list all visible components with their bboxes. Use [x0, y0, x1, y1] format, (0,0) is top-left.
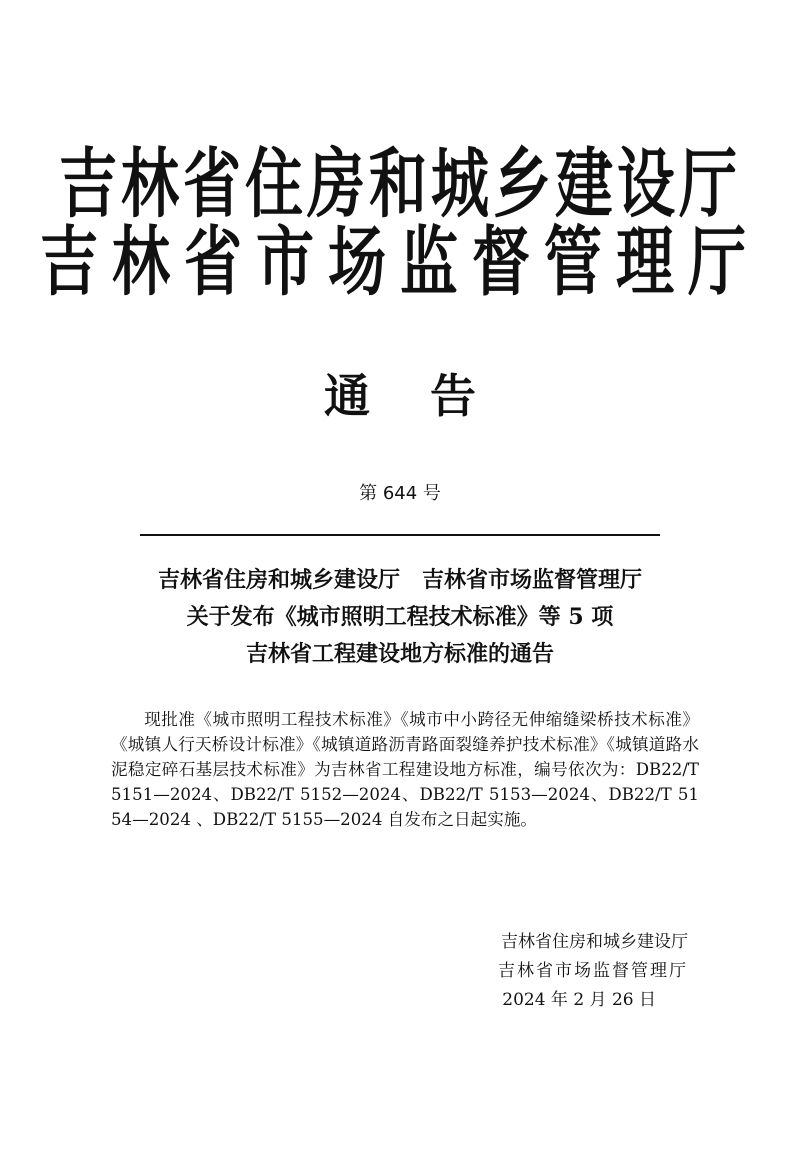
signature-date: 2024 年 2 月 26 日: [502, 990, 656, 1010]
header-divider: [140, 534, 660, 536]
signature-org-1: 吉林省住房和城乡建设厅: [501, 932, 688, 952]
notice-subject: [60, 562, 740, 673]
subject-line-2: 关于发布《城市照明工程技术标准》等 5 项: [186, 604, 614, 630]
notice-title: 通告: [324, 369, 536, 423]
notice-body-paragraph: 现批准《城市照明工程技术标准》《城市中小跨径无伸缩缝梁桥技术标准》《城镇人行天桥设计标准》《城镇道路沥青路面裂缝养护技术标准》《城镇道路水泥稳定碎石基层技术标准》为吉林省工程建设地方标准，编号依次为：DB22/T 5151—2024、DB22/T 5152—2024、DB22/T 5153—2024、DB22/T 5154—2024 、DB22/T 5155—2024 自发布之日起实施。: [111, 710, 699, 829]
signature-org-2: 吉林省市场监督管理厅: [498, 961, 688, 981]
subject-line-3: 吉林省工程建设地方标准的通告: [245, 641, 554, 667]
subject-line-1: 吉林省住房和城乡建设厅 吉林省市场监督管理厅: [157, 567, 642, 593]
document-number: 第 644 号: [359, 483, 441, 504]
signature-block: [420, 928, 720, 1015]
issuer-heading-2: 吉林省市场监督管理厅: [39, 217, 760, 307]
issuer-heading-1: 吉林省住房和城乡建设厅: [58, 139, 741, 229]
